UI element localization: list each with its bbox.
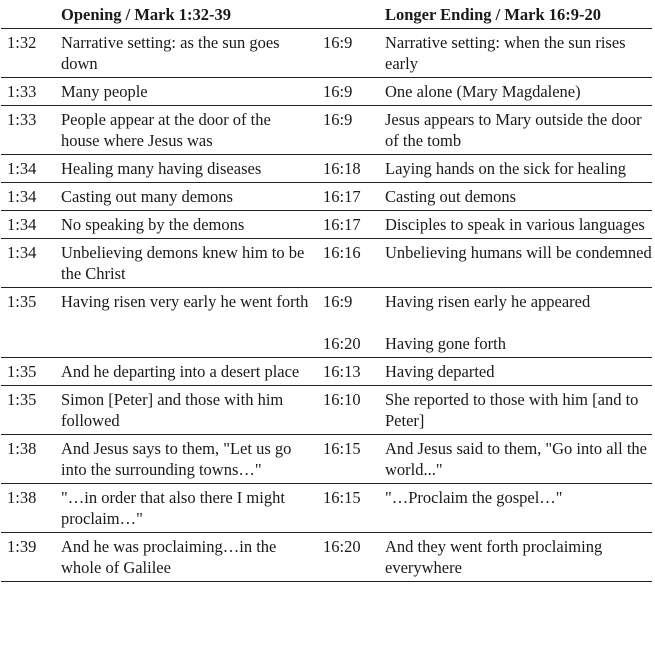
opening-ref: 1:38	[1, 434, 55, 483]
opening-ref: 1:33	[1, 77, 55, 105]
ending-text: Laying hands on the sick for healing	[379, 154, 652, 182]
ending-text: "…Proclaim the gospel…"	[379, 483, 652, 532]
ending-ref: 16:17	[317, 182, 379, 210]
opening-ref: 1:34	[1, 238, 55, 287]
ending-text: Having gone forth	[379, 312, 652, 358]
ending-ref: 16:17	[317, 210, 379, 238]
header-opening: Opening / Mark 1:32-39	[55, 0, 317, 28]
ending-text: Having departed	[379, 357, 652, 385]
ending-ref: 16:15	[317, 434, 379, 483]
opening-text: No speaking by the demons	[55, 210, 317, 238]
opening-ref: 1:34	[1, 154, 55, 182]
header-row	[1, 0, 652, 28]
ending-text: Casting out demons	[379, 182, 652, 210]
opening-text: "…in order that also there I might proclaim…"	[55, 483, 317, 532]
ending-text: She reported to those with him [and to Peter]	[379, 385, 652, 434]
ending-text: Disciples to speak in various languages	[379, 210, 652, 238]
opening-text: Healing many having diseases	[55, 154, 317, 182]
ending-ref: 16:9	[323, 291, 353, 311]
opening-ref: 1:33	[1, 105, 55, 154]
table-row	[1, 77, 652, 105]
opening-text: Many people	[55, 77, 317, 105]
opening-text: Simon [Peter] and those with him followed	[55, 385, 317, 434]
ending-text: Narrative setting: when the sun rises early	[379, 28, 652, 77]
opening-text: And Jesus says to them, "Let us go into the surrounding towns…"	[55, 434, 317, 483]
opening-text: And he was proclaiming…in the whole of Galilee	[55, 532, 317, 581]
ending-ref: 16:15	[317, 483, 379, 532]
ending-ref: 16:10	[317, 385, 379, 434]
opening-text: Unbelieving demons knew him to be the Christ	[55, 238, 317, 287]
opening-ref: 1:32	[1, 28, 55, 77]
opening-ref: 1:39	[1, 532, 55, 581]
table-row	[1, 105, 652, 154]
table-row	[1, 532, 652, 581]
ending-text: And they went forth proclaiming everywhere	[379, 532, 652, 581]
header-longer-ending: Longer Ending / Mark 16:9-20	[379, 0, 652, 28]
table-row	[1, 434, 652, 483]
opening-text: People appear at the door of the house where Jesus was	[55, 105, 317, 154]
ending-ref: 16:18	[317, 154, 379, 182]
table-row	[1, 210, 652, 238]
ending-text: Having risen early he appeared	[385, 291, 591, 311]
ending-ref: 16:20	[317, 532, 379, 581]
ending-ref: 16:9	[317, 28, 379, 77]
opening-ref: 1:38	[1, 483, 55, 532]
ending-ref: 16:9	[317, 105, 379, 154]
table-row	[1, 182, 652, 210]
table-row	[1, 287, 652, 312]
ending-ref: 16:20	[317, 312, 379, 358]
opening-ref: 1:34	[1, 182, 55, 210]
ending-text: Jesus appears to Mary outside the door of the tomb	[379, 105, 652, 154]
table-row	[1, 385, 652, 434]
opening-text: Having risen very early he went forth	[55, 287, 317, 357]
opening-ref: 1:35	[1, 385, 55, 434]
ending-ref: 16:16	[317, 238, 379, 287]
table-row	[1, 154, 652, 182]
opening-ref: 1:35	[1, 287, 55, 357]
ending-text: Unbelieving humans will be condemned	[379, 238, 652, 287]
opening-text: Narrative setting: as the sun goes down	[55, 28, 317, 77]
opening-ref: 1:35	[1, 357, 55, 385]
ending-text: And Jesus said to them, "Go into all the world..."	[379, 434, 652, 483]
opening-ref: 1:34	[1, 210, 55, 238]
opening-text: And he departing into a desert place	[55, 357, 317, 385]
comparison-table	[1, 0, 652, 582]
opening-text: Casting out many demons	[55, 182, 317, 210]
table-row	[1, 238, 652, 287]
table-row	[1, 357, 652, 385]
ending-ref: 16:13	[317, 357, 379, 385]
table-row	[1, 28, 652, 77]
ending-text: One alone (Mary Magdalene)	[379, 77, 652, 105]
ending-ref: 16:9	[317, 77, 379, 105]
table-row	[1, 483, 652, 532]
